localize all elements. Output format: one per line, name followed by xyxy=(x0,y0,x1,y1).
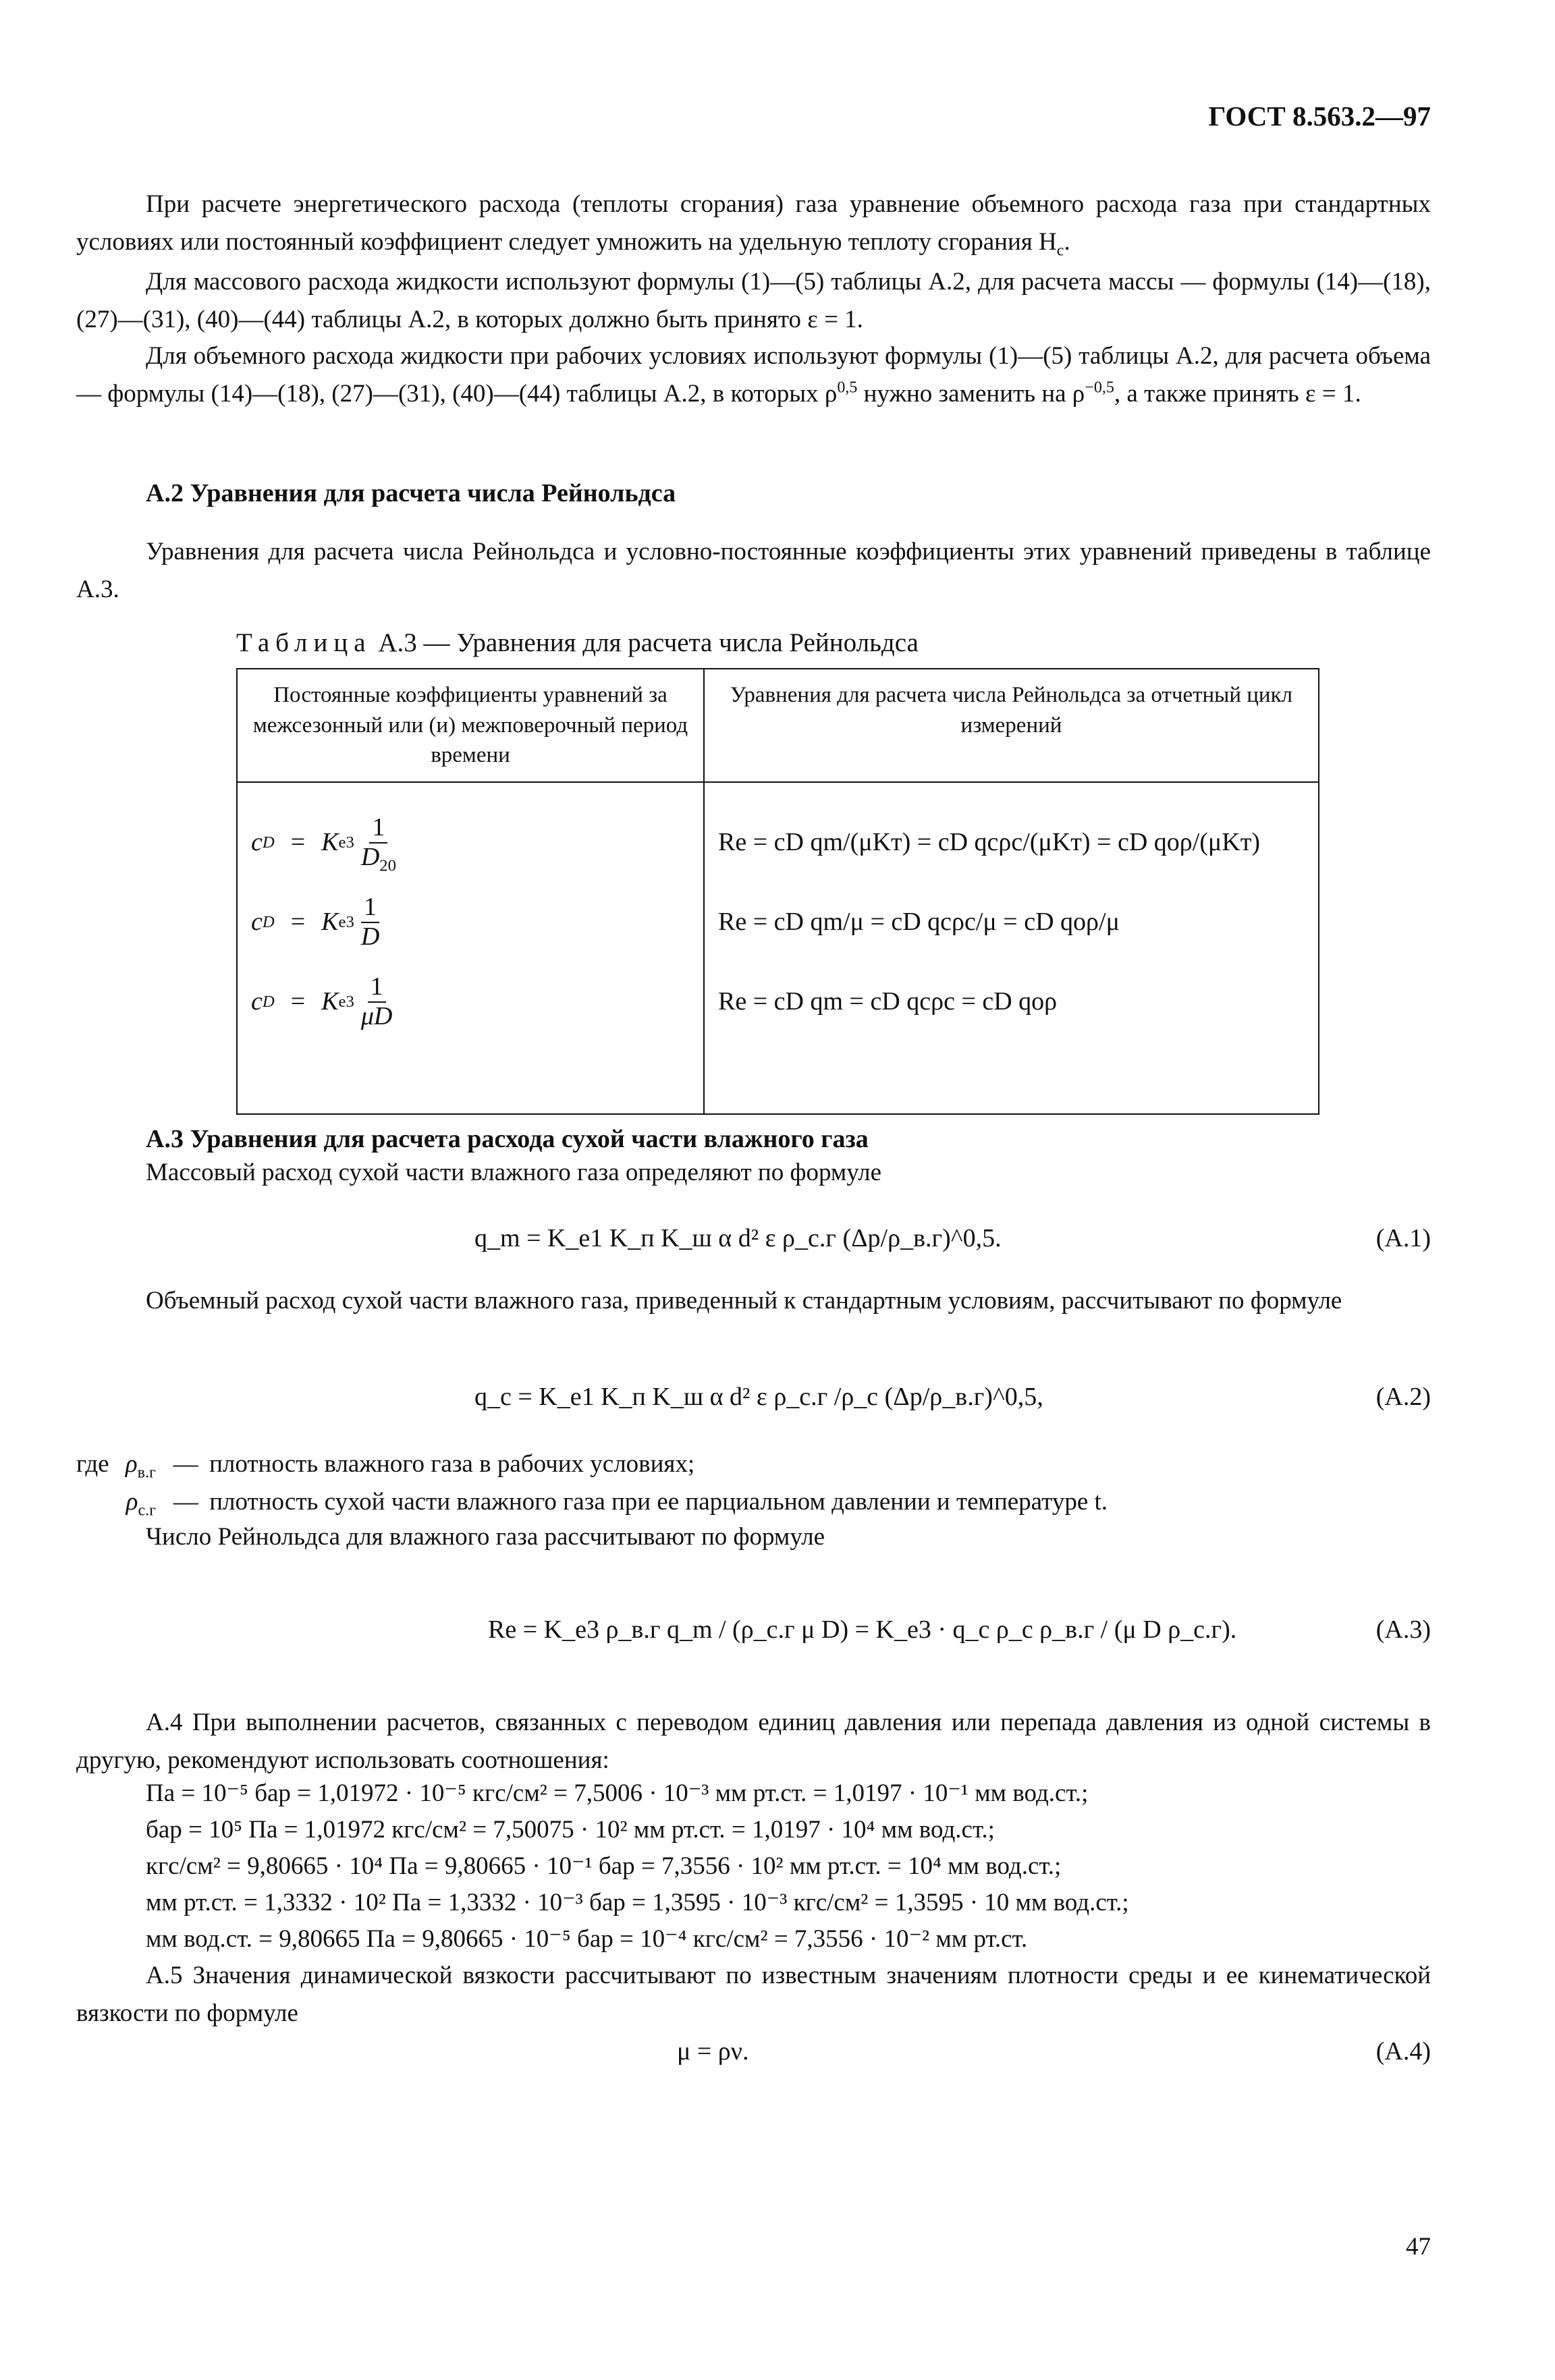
section-a2-heading: А.2 Уравнения для расчета числа Рейнольдса xyxy=(146,479,676,507)
table-header-coefficients: Постоянные коэффициенты уравнений за межсезонный или (и) межповерочный период времени xyxy=(237,669,704,782)
table-cell-coefficients xyxy=(237,782,704,1114)
coefficient-formula-1: c D = K e3 $\frac{1}{D_{20}}$ xyxy=(251,812,396,875)
equation-a1-body: q_m = K_e1 K_п K_ш α d² ε ρ_с.г (Δp/ρ_в.г)^0,5. xyxy=(474,1223,1002,1252)
equation-a4-body: μ = ρν. xyxy=(677,2037,749,2066)
document-page xyxy=(76,0,1431,2380)
equation-a3-body: Re = K_e3 ρ_в.г q_m / (ρ_с.г μ D) = K_e3 · q_c ρ_c ρ_в.г / (μ D ρ_с.г). xyxy=(488,1615,1237,1644)
reynolds-equation-1: Re = cD qm/(μKт) = cD qcρc/(μKт) = cD qoρ/(μKт) xyxy=(718,828,1261,857)
intro-paragraph-1: При расчете энергетического расхода (теплоты сгорания) газа уравнение объемного расхода газа при стандартных условиях или постоянный коэффициент следует умножить на удельную теплоту сгорания $H_c$. xyxy=(76,190,1431,259)
equation-a1-number: (А.1) xyxy=(1375,1223,1431,1252)
section-a2-text: Уравнения для расчета числа Рейнольдса и условно-постоянные коэффициенты этих уравнений приведены в таблице А.3. xyxy=(76,538,1431,603)
section-a3-text-1: Массовый расход сухой части влажного газа определяют по формуле xyxy=(146,1159,882,1186)
section-a3-text-2: Объемный расход сухой части влажного газа, приведенный к стандартным условиям, рассчитывают по формуле xyxy=(146,1287,1342,1314)
reynolds-equation-3: Re = cD qm = cD qcρc = cD qoρ xyxy=(718,987,1058,1016)
equation-a3 xyxy=(76,1609,1431,1650)
intro-paragraph-3: Для объемного расхода жидкости при рабочих условиях используют формулы (1)—(5) таблицы А.2, для расчета объема — формулы (14)—(18), (27)—(31), (40)—(44) таблицы А.2, в которых $\rho^{0,5}$ нужно заменить на $\rho^{-0,5}$, а также принять ε = 1. xyxy=(76,342,1431,408)
section-a3-text-3: Число Рейнольдса для влажного газа рассчитывают по формуле xyxy=(146,1523,825,1551)
equation-a3-number: (А.3) xyxy=(1375,1615,1431,1644)
section-a4-text: А.4 При выполнении расчетов, связанных с переводом единиц давления или перепада давления из одной системы в другую, рекомендуют использовать соотношения: xyxy=(76,1709,1431,1774)
table-cell-equations xyxy=(704,782,1319,1114)
intro-paragraph-2: Для массового расхода жидкости используют формулы (1)—(5) таблицы А.2, для расчета массы — формулы (14)—(18), (27)—(31), (40)—(44) таблицы А.2, в которых должно быть принято ε = 1. xyxy=(76,268,1431,333)
equation-a4-number: (А.4) xyxy=(1375,2037,1431,2066)
equation-a2-body: q_c = K_e1 K_п K_ш α d² ε ρ_с.г /ρ_c (Δp/ρ_в.г)^0,5, xyxy=(474,1382,1043,1411)
table-header-equations: Уравнения для расчета числа Рейнольдса за отчетный цикл измерений xyxy=(704,669,1319,782)
definition-1: где $\rho_{в.г}$ — плотность влажного газа в рабочих условиях; xyxy=(76,1450,695,1482)
definition-2: $\rho_{с.г}$ — плотность сухой части влажного газа при ее парциальном давлении и температуре t. xyxy=(126,1488,1108,1520)
coefficient-formula-2: c D = K e3 $\frac{1}{D}$ xyxy=(251,892,380,951)
reynolds-table xyxy=(236,668,1319,1115)
conversion-line-1: Па = 10⁻⁵ бар = 1,01972 · 10⁻⁵ кгс/см² = 7,5006 · 10⁻³ мм рт.ст. = 1,0197 · 10⁻¹ мм вод.ст.; xyxy=(146,1779,1089,1807)
equation-a1 xyxy=(76,1218,1431,1258)
document-id-header: ГОСТ 8.563.2—97 xyxy=(1208,101,1431,132)
equation-a4 xyxy=(76,2031,1431,2072)
conversion-line-4: мм рт.ст. = 1,3332 · 10² Па = 1,3332 · 10⁻³ бар = 1,3595 · 10⁻³ кгс/см² = 1,3595 · 10 мм вод.ст.; xyxy=(146,1889,1129,1916)
section-a5-text: А.5 Значения динамической вязкости рассчитывают по известным значениям плотности среды и ее кинематической вязкости по формуле xyxy=(76,1962,1431,2027)
where-label: где xyxy=(76,1450,109,1478)
conversion-line-3: кгс/см² = 9,80665 · 10⁴ Па = 9,80665 · 10⁻¹ бар = 7,3556 · 10² мм рт.ст. = 10⁴ мм вод.ст.; xyxy=(146,1852,1062,1880)
equation-a2-number: (А.2) xyxy=(1375,1382,1431,1411)
reynolds-equation-2: Re = cD qm/μ = cD qcρc/μ = cD qoρ/μ xyxy=(718,908,1120,937)
equation-a2 xyxy=(76,1377,1431,1417)
conversion-line-5: мм вод.ст. = 9,80665 Па = 9,80665 · 10⁻⁵ бар = 10⁻⁴ кгс/см² = 7,3556 · 10⁻² мм рт.ст. xyxy=(146,1925,1028,1953)
conversion-line-2: бар = 10⁵ Па = 1,01972 кгс/см² = 7,50075 · 10² мм рт.ст. = 1,0197 · 10⁴ мм вод.ст.; xyxy=(146,1816,995,1844)
table-caption: Таблица А.3 — Уравнения для расчета числа Рейнольдса xyxy=(236,628,919,657)
page-number: 47 xyxy=(1406,2233,1431,2261)
section-a3-heading: А.3 Уравнения для расчета расхода сухой части влажного газа xyxy=(146,1125,869,1153)
coefficient-formula-3: c D = K e3 $\frac{1}{\mu D}$ xyxy=(251,972,393,1030)
